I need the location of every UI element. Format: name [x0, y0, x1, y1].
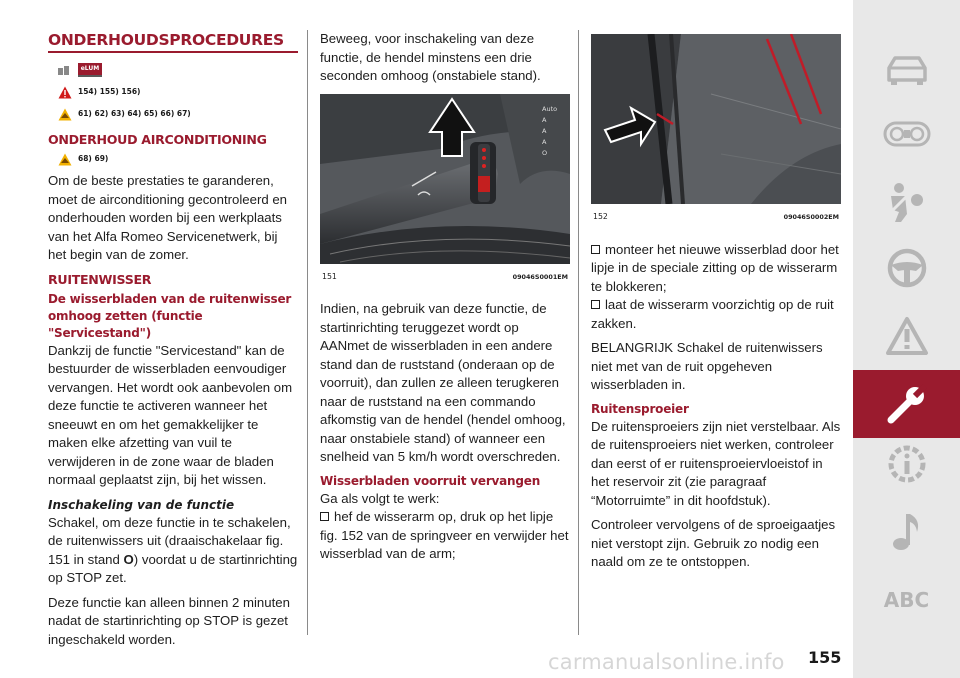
- sidebar-item-specs[interactable]: [853, 430, 960, 498]
- music-note-icon: [889, 510, 925, 554]
- aircon-heading: ONDERHOUD AIRCONDITIONING: [48, 132, 267, 147]
- car-icon: [885, 54, 929, 86]
- caution-refs-2: 68) 69): [78, 153, 109, 163]
- elum-row: [48, 59, 298, 81]
- column-1: [48, 30, 298, 655]
- bullet-icon: [320, 512, 329, 521]
- sidebar-item-car[interactable]: [853, 36, 960, 104]
- watermark: carmanualsonline.info: [548, 650, 785, 674]
- column-divider-2: [578, 30, 579, 635]
- activate-text: [48, 514, 298, 588]
- figure-151: [320, 94, 570, 264]
- warning-red-icon: [58, 86, 72, 99]
- sidebar-item-dashboard[interactable]: [853, 100, 960, 168]
- warning-row: [48, 81, 298, 103]
- dash-label: A: [542, 126, 547, 135]
- dashboard-icon: [883, 120, 931, 148]
- replace-heading: Wisserbladen voorruit vervangen: [320, 473, 541, 488]
- replace-intro: Ga als volgt te werk:: [320, 490, 440, 506]
- step-2-text: monteer het nieuwe wisserblad door het lipje in de speciale zitting op de wisserarm te blokkeren;: [591, 241, 839, 294]
- abc-index-label: ABC: [883, 588, 930, 612]
- activate-text-a: Schakel, om deze functie in te schakelen, de ruitenwissers uit (draaischakelaar fig. 151 in stand: [48, 514, 291, 567]
- deactivate-text: Indien, na gebruik van deze functie, de startinrichting teruggezet wordt op AANmet de wisserbladen in een andere stand dan de ruststand (onderaan op de voorruit), dan zullen ze alleen terugkeren naar de ruststand na een commando afkomstig van de hendel (hendel omhoog, naar onstabiele stand) of wanneer een snelheid van 5 km/h wordt overschreden.: [320, 301, 566, 464]
- caution-yellow-icon: [58, 153, 72, 166]
- sprayer-heading: Ruitensproeier: [591, 401, 689, 416]
- books-icon: [58, 65, 70, 75]
- dash-label: O: [542, 148, 548, 157]
- figure-151-caption: [320, 268, 570, 287]
- wrench-icon: [885, 382, 929, 426]
- wiper-blade-illustration: [591, 34, 841, 204]
- sidebar-item-steering[interactable]: [853, 234, 960, 302]
- safety-icon: [885, 180, 929, 224]
- important-text: BELANGRIJK Schakel de ruitenwissers niet met van de ruit opgeheven wisserbladen in.: [591, 340, 823, 392]
- page-number: 155: [808, 648, 842, 667]
- step-2: [591, 241, 841, 297]
- caution-row-1: [48, 103, 298, 125]
- warning-refs-1: 154) 155) 156): [78, 86, 141, 96]
- bullet-icon: [591, 300, 600, 309]
- figure-number: 152: [593, 212, 608, 221]
- caution-refs-1: 61) 62) 63) 64) 65) 66) 67): [78, 108, 191, 118]
- activate-text-b: ) voordat u de startinrichting op STOP zet.: [48, 551, 298, 585]
- activate-heading: Inschakeling van de functie: [48, 497, 235, 512]
- elum-badge: eLUM: [78, 63, 102, 77]
- column-3: [591, 30, 841, 578]
- wiper-heading: RUITENWISSER: [48, 271, 152, 287]
- step-3: [591, 296, 841, 333]
- figure-152-caption: [591, 208, 841, 227]
- caution-yellow-icon: [58, 108, 72, 121]
- column-divider-1: [307, 30, 308, 635]
- page-title: ONDERHOUDSPROCEDURES: [48, 31, 284, 49]
- sidebar-item-multimedia[interactable]: [853, 498, 960, 566]
- dash-label: A: [542, 137, 547, 146]
- warning-triangle-icon: [885, 316, 929, 356]
- bullet-icon: [591, 245, 600, 254]
- sidebar-item-safety[interactable]: [853, 168, 960, 236]
- figure-code: 09046S0002EM: [783, 213, 839, 221]
- service-text: Dankzij de functie "Servicestand" kan de bestuurder de wisserbladen eenvoudiger vervangen. Het wordt ook aanbevolen om deze functie te activeren wanneer het sneeuwt en om het gemakkelijker te maken elke afzetting van vuil te verwijderen in de zone waar de bladen normaal geplaatst zijn, bij het wissen.: [48, 342, 293, 487]
- dash-label: A: [542, 115, 547, 124]
- chapter-sidebar: [853, 0, 960, 678]
- move-text: Beweeg, voor inschakeling van deze functie, de hendel minstens een drie seconden omhoog (onstabiele stand).: [320, 31, 541, 83]
- figure-code: 09046S0001EM: [512, 272, 568, 281]
- info-gear-icon: [885, 442, 929, 486]
- figure-number: 151: [322, 271, 337, 281]
- steering-wheel-icon: [886, 247, 928, 289]
- step-1: [320, 508, 570, 564]
- sprayer-text-2: Controleer vervolgens of de sproeigaatjes niet verstopt zijn. Gebruik zo nodig een naald om ze te ontstoppen.: [591, 517, 836, 569]
- sprayer-text-1: De ruitensproeiers zijn niet verstelbaar. Als de ruitensproeiers niet werken, controleer dan eerst of er ruitensproeiervloeistof in het reservoir zit (zie paragraaf “Motorruimte” in dit hoofdstuk).: [591, 418, 841, 508]
- caution-row-2: [48, 148, 298, 170]
- aircon-text: Om de beste prestaties te garanderen, moet de airconditioning gecontroleerd en onderhouden worden bij een werkplaats van het Alfa Romeo Servicenetwerk, bij het begin van de zomer.: [48, 173, 287, 262]
- wiper-stalk-illustration: [320, 94, 570, 264]
- service-heading: De wisserbladen van de ruitenwisser omhoog zetten (functie "Servicestand"): [48, 291, 292, 340]
- step-3-text: laat de wisserarm voorzichtig op de ruit zakken.: [591, 297, 834, 331]
- column-2: [320, 30, 570, 570]
- title-underline: [48, 51, 298, 53]
- sidebar-item-index[interactable]: [853, 566, 960, 634]
- sidebar-item-maintenance[interactable]: [853, 370, 960, 438]
- step-1-text: hef de wisserarm op, druk op het lipje fig. 152 van de springveer en verwijder het wisserblad van de arm;: [320, 509, 569, 561]
- timeout-text: Deze functie kan alleen binnen 2 minuten nadat de startinrichting op STOP is gezet ingeschakeld worden.: [48, 594, 290, 647]
- figure-152: [591, 34, 841, 204]
- off-symbol: O: [123, 551, 134, 567]
- sidebar-item-warnings[interactable]: [853, 302, 960, 370]
- dash-labels: [542, 104, 557, 159]
- dash-label: Auto: [542, 104, 558, 113]
